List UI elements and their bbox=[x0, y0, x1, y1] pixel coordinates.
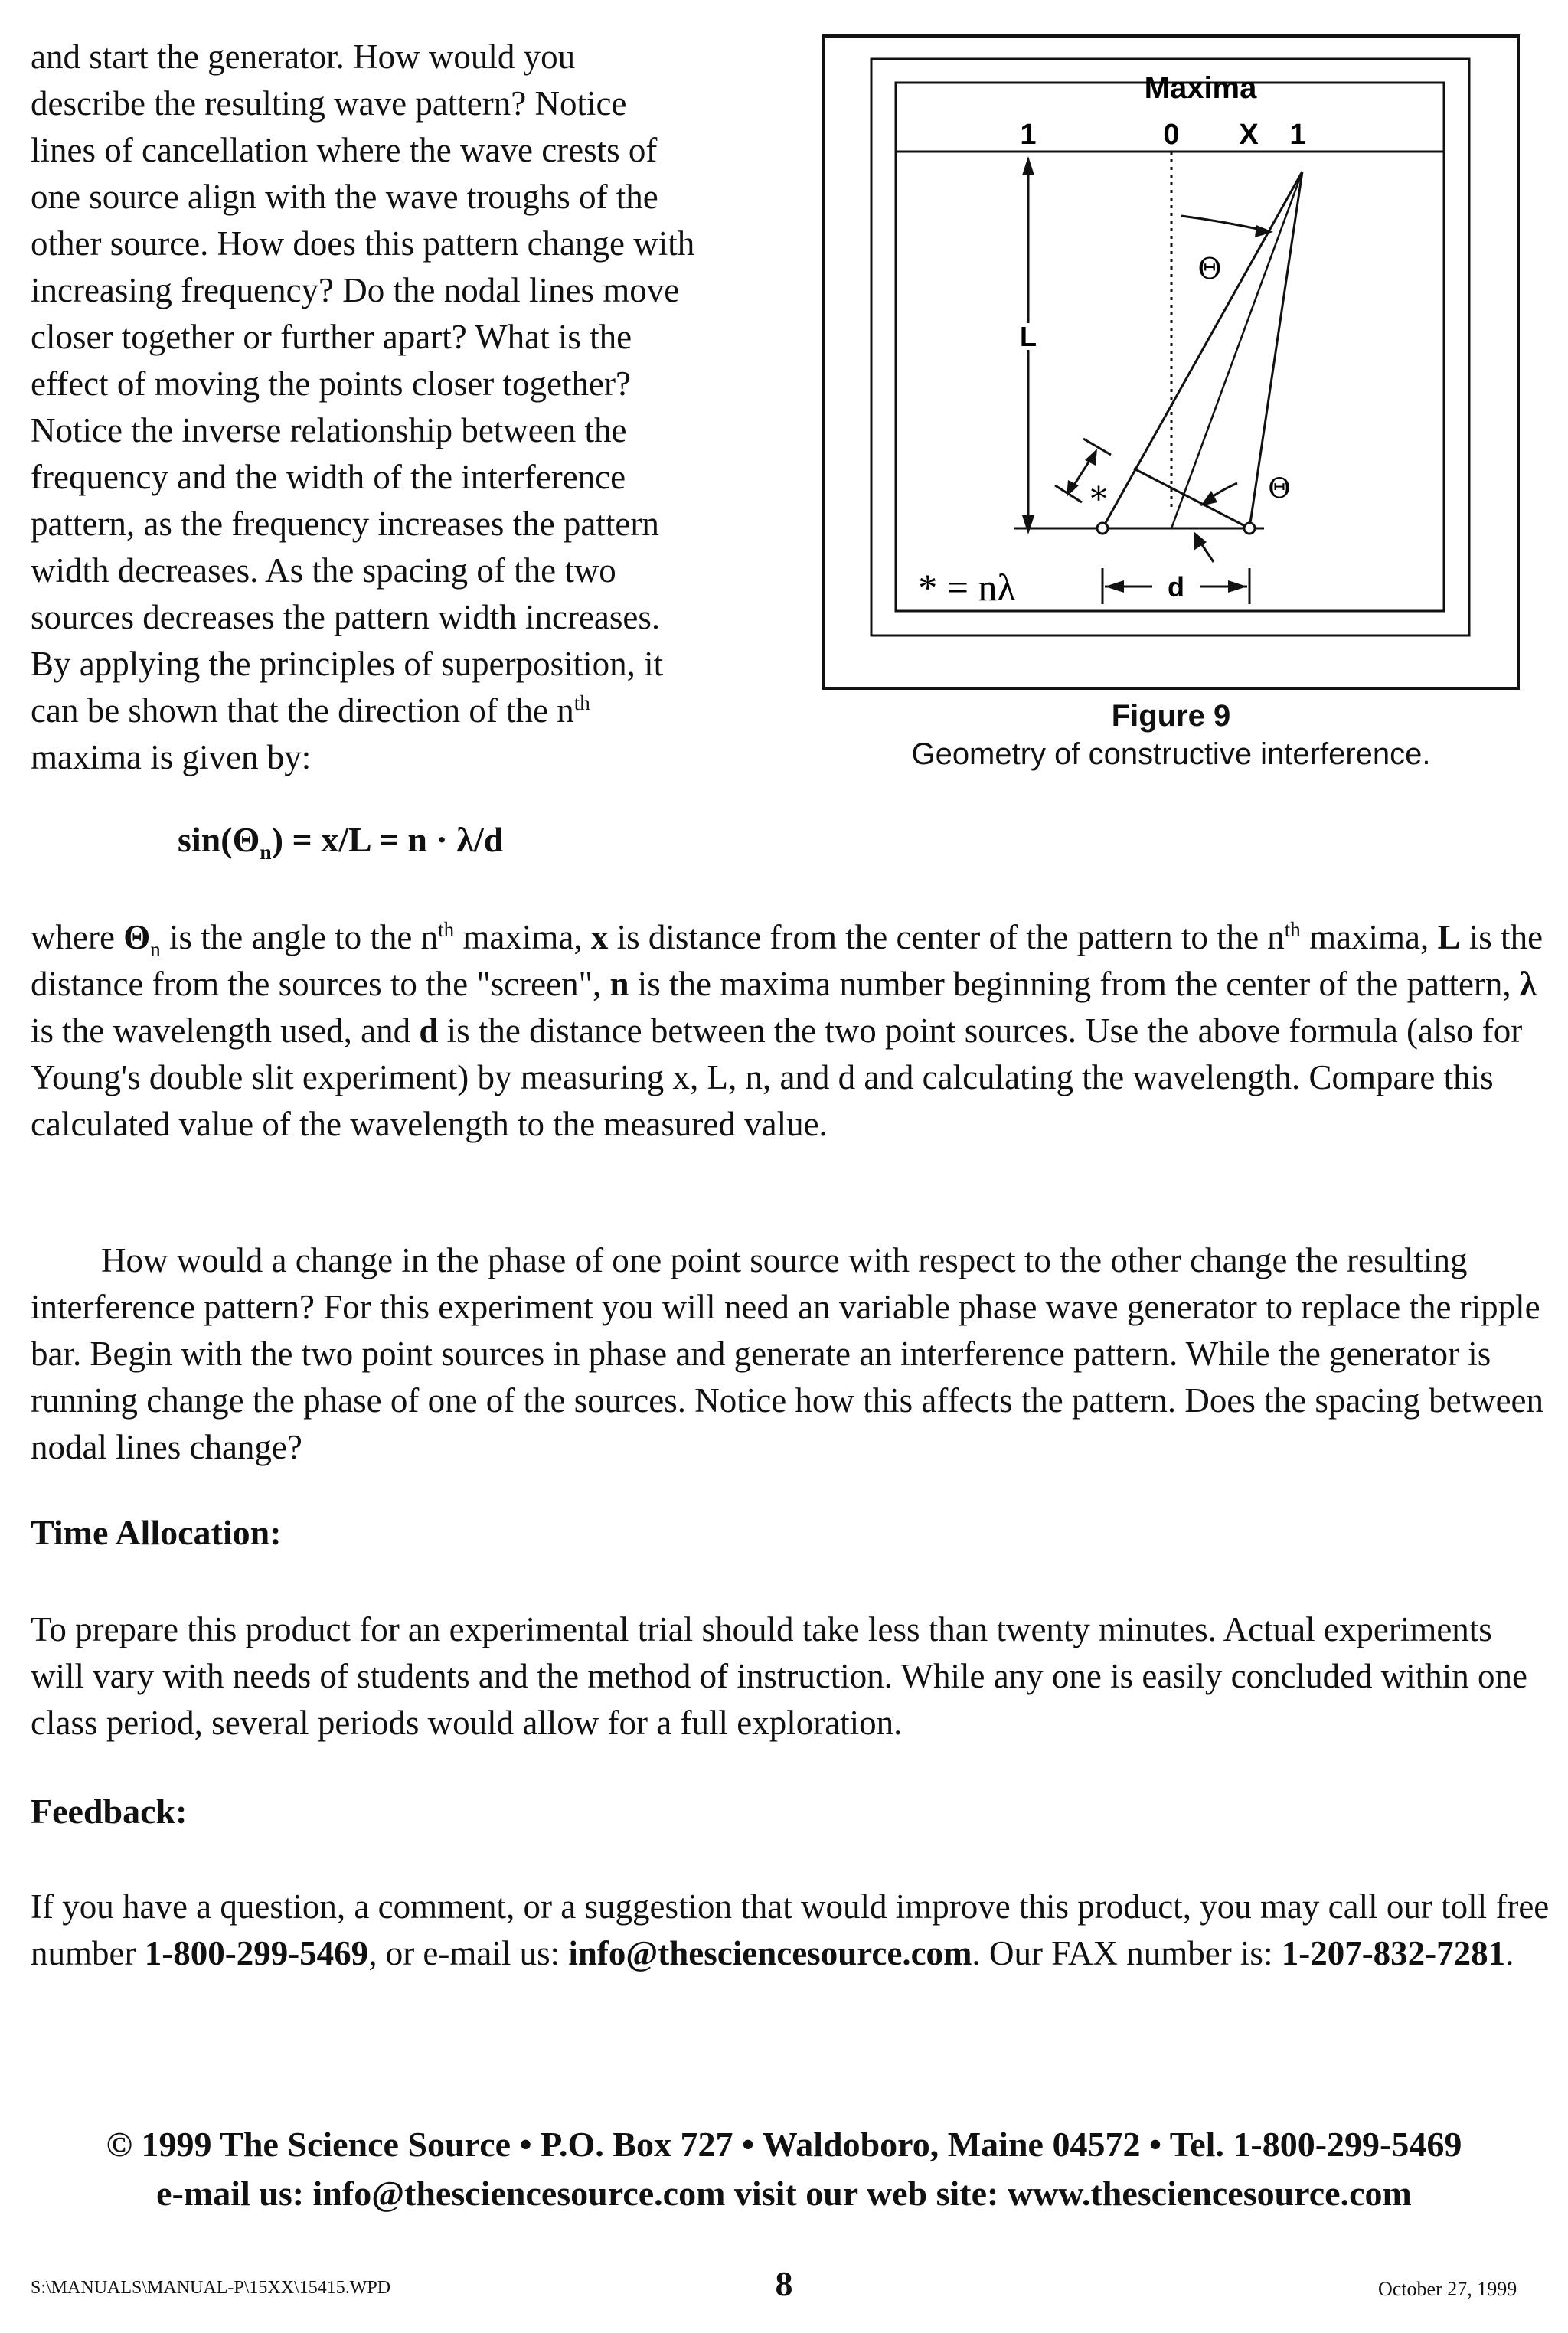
text-run: is the distance between the two point sources. Use the above formula (also for Young's double slit experiment) by measuring x, L, n, and d and calculating the wavelength. Compare this calculated value of the wavelength to the measured value. bbox=[31, 1011, 1523, 1143]
n-term: n bbox=[609, 965, 629, 1003]
d-arrow-left-icon bbox=[1105, 580, 1124, 593]
maxima-zero-label: 0 bbox=[1163, 119, 1180, 151]
phase-paragraph: How would a change in the phase of one point source with respect to the other change the resulting interference pattern? For this experiment you will need an variable phase wave generator to replace the ripple bar. Begin with the two point sources in phase and generate an interference pattern. While the generator is running change the phase of one of the sources. Notice how this affects the pattern. Does the spacing between nodal lines change? bbox=[31, 1241, 1544, 1466]
maxima-right-1-label: 1 bbox=[1289, 119, 1306, 151]
theta-symbol: Θ bbox=[123, 918, 151, 956]
formula-part: sin(Θ bbox=[178, 820, 260, 859]
path-difference-tick-top bbox=[1083, 439, 1111, 455]
footer-contact-line: e-mail us: info@thesciencesource.com visit our web site: www.thesciencesource.com bbox=[156, 2174, 1412, 2213]
theta-arc-top bbox=[1181, 216, 1268, 231]
theta-right-arrow-icon bbox=[1200, 491, 1217, 506]
intro-line-15-text: can be shown that the direction of the n bbox=[31, 691, 574, 730]
right-point-source bbox=[1244, 523, 1255, 534]
ordinal-superscript: th bbox=[438, 918, 455, 941]
intro-line: and start the generator. How would you bbox=[31, 38, 576, 76]
d-arrow-right-icon bbox=[1228, 580, 1247, 593]
text-run: maxima, bbox=[1300, 918, 1438, 956]
left-point-source bbox=[1097, 523, 1108, 534]
maxima-label: Maxima bbox=[1144, 71, 1257, 105]
intro-line: maxima is given by: bbox=[31, 738, 312, 776]
figure-9-diagram bbox=[822, 34, 1521, 691]
text-run: is the angle to the n bbox=[160, 918, 439, 956]
intro-line: increasing frequency? Do the nodal lines move bbox=[31, 271, 680, 309]
d-term: d bbox=[419, 1011, 439, 1050]
length-label: L bbox=[1020, 321, 1037, 352]
intro-line: width decreases. As the spacing of the two bbox=[31, 551, 616, 590]
email-address: info@thesciencesource.com bbox=[568, 1934, 972, 1972]
path-difference-star-label: * bbox=[1090, 480, 1107, 518]
intro-line bbox=[31, 688, 804, 734]
x-term: x bbox=[590, 918, 609, 956]
formula-part: ) = x/L = n · λ/d bbox=[271, 820, 504, 859]
length-arrow-up-icon bbox=[1022, 156, 1034, 175]
intro-line: other source. How does this pattern change with bbox=[31, 224, 695, 263]
formula-subscript: n bbox=[260, 840, 272, 864]
text-run: , or e-mail us: bbox=[368, 1934, 569, 1972]
intro-line: effect of moving the points closer together? bbox=[31, 364, 631, 403]
theta-subscript: n bbox=[150, 938, 161, 961]
intro-paragraph bbox=[31, 34, 804, 781]
text-run: If you have a question, a comment, or a suggestion that would improve this product, you may call our toll free number bbox=[31, 1887, 1550, 1972]
text-run: is the distance from the sources to the "screen", bbox=[31, 918, 1544, 1003]
l-term: L bbox=[1437, 918, 1461, 956]
length-arrow-down-icon bbox=[1022, 515, 1034, 534]
theta-top-label: Θ bbox=[1197, 252, 1222, 286]
path-difference-perpendicular bbox=[1134, 469, 1250, 528]
text-run: is the maxima number beginning from the center of the pattern, bbox=[629, 965, 1520, 1003]
fax-number: 1-207-832-7281 bbox=[1281, 1934, 1506, 1972]
maxima-left-1-label: 1 bbox=[1020, 119, 1037, 151]
variables-paragraph bbox=[31, 914, 1554, 1148]
equation-label: * = nλ bbox=[918, 566, 1016, 609]
figure-inner-frame bbox=[896, 83, 1444, 611]
page-number: 8 bbox=[775, 2264, 793, 2303]
intro-line: By applying the principles of superposition, it bbox=[31, 645, 664, 683]
text-run: is the wavelength used, and bbox=[31, 1011, 420, 1050]
text-run: where bbox=[31, 918, 124, 956]
d-label: d bbox=[1168, 571, 1184, 603]
intro-line: pattern, as the frequency increases the pattern bbox=[31, 505, 659, 543]
footer-copyright-line: © 1999 The Science Source • P.O. Box 727 • Waldoboro, Maine 04572 • Tel. 1-800-299-5469 bbox=[106, 2125, 1462, 2164]
ordinal-superscript: th bbox=[1284, 918, 1301, 941]
figure-caption bbox=[822, 697, 1521, 773]
file-path: S:\MANUALS\MANUAL-P\15XX\15415.WPD bbox=[31, 2278, 391, 2298]
text-run: maxima, bbox=[454, 918, 591, 956]
footer-date: October 27, 1999 bbox=[1378, 2278, 1517, 2300]
text-run: . Our FAX number is: bbox=[972, 1934, 1282, 1972]
text-run: . bbox=[1505, 1934, 1514, 1972]
text-run: is distance from the center of the pattern to the n bbox=[608, 918, 1285, 956]
feedback-paragraph bbox=[31, 1884, 1562, 1977]
time-allocation-paragraph: To prepare this product for an experimental trial should take less than twenty minutes. Actual experiments will vary with needs of students and the method of instruction. While any one is easily concluded within one class period, several periods would allow for a full exploration. bbox=[31, 1610, 1528, 1742]
ordinal-superscript: th bbox=[573, 691, 590, 714]
intro-line: frequency and the width of the interference bbox=[31, 458, 626, 496]
intro-line: sources decreases the pattern width increases. bbox=[31, 598, 661, 636]
intro-line: describe the resulting wave pattern? Notice bbox=[31, 84, 627, 123]
phone-number: 1-800-299-5469 bbox=[144, 1934, 369, 1972]
figure-title: Figure 9 bbox=[1111, 699, 1231, 733]
intro-line: closer together or further apart? What is the bbox=[31, 318, 632, 356]
x-label: X bbox=[1239, 119, 1259, 151]
theta-right-label: Θ bbox=[1268, 473, 1291, 505]
feedback-heading: Feedback: bbox=[31, 1792, 188, 1831]
time-allocation-heading: Time Allocation: bbox=[31, 1513, 282, 1552]
maxima-formula bbox=[178, 819, 504, 864]
intro-line: lines of cancellation where the wave crests of bbox=[31, 131, 658, 169]
lambda-term: λ bbox=[1519, 965, 1537, 1003]
figure-description: Geometry of constructive interference. bbox=[911, 737, 1431, 771]
intro-line: Notice the inverse relationship between the bbox=[31, 411, 627, 449]
intro-line: one source align with the wave troughs of the bbox=[31, 178, 658, 216]
